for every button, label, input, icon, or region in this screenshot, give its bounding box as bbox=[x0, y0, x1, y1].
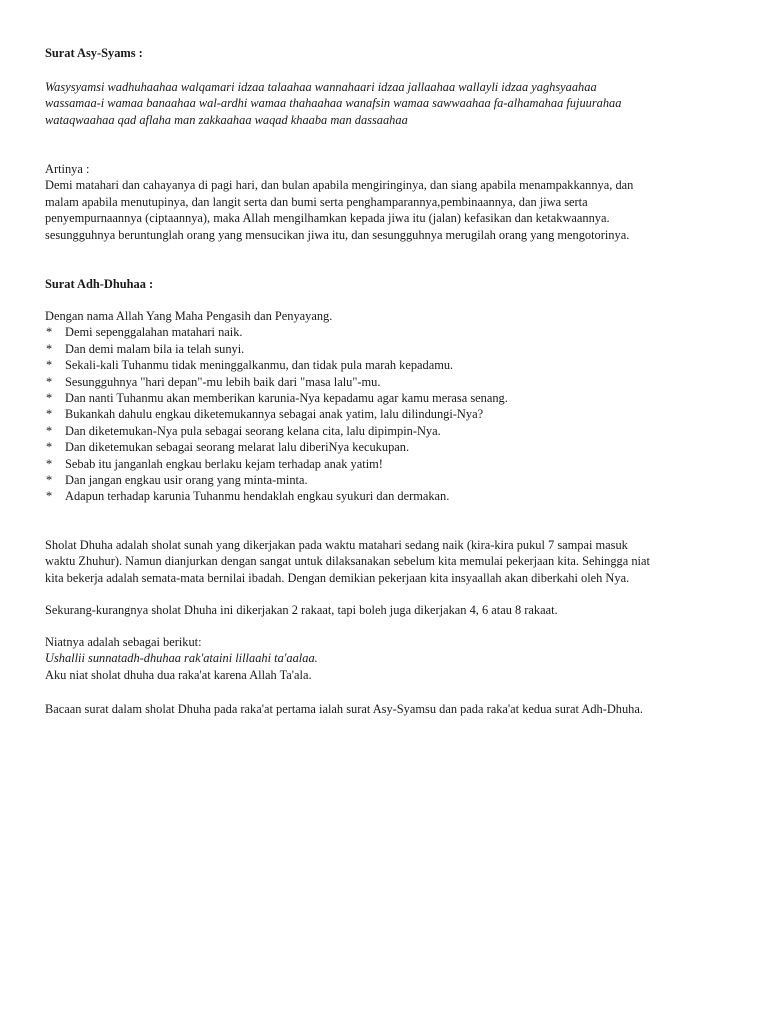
verse-text: Dan nanti Tuhanmu akan memberikan karunia-Nya kepadamu agar kamu merasa senang. bbox=[65, 391, 508, 406]
meaning-line: sesungguhnya beruntunglah orang yang mensucikan jiwa itu, dan sesungguhnya merugilah orang yang mengotorinya. bbox=[45, 227, 630, 242]
verse-text: Adapun terhadap karunia Tuhanmu hendaklah engkau syukuri dan dermakan. bbox=[65, 489, 450, 504]
description-line: kita bekerja adalah semata-mata bernilai ibadah. Dengan demikian pekerjaan kita insyaallah akan diberkahi oleh Nya. bbox=[45, 570, 630, 585]
asterisk-bullet: * bbox=[46, 423, 53, 438]
meaning-line: malam apabila menutupinya, dan langit serta dan bumi serta penghamparannya,pembinaannya, dan jiwa serta bbox=[45, 194, 588, 209]
niat-transliteration: Ushallii sunnatadh-dhuhaa rak'ataini lillaahi ta'aalaa. bbox=[45, 651, 318, 666]
asterisk-bullet: * bbox=[46, 391, 53, 406]
adh-dhuhaa-translation bbox=[45, 308, 735, 505]
asterisk-bullet: * bbox=[46, 341, 53, 356]
adh-dhuhaa-intro: Dengan nama Allah Yang Maha Pengasih dan Penyayang. bbox=[45, 309, 333, 323]
asterisk-bullet: * bbox=[46, 358, 53, 373]
sholat-dhuha-rakaat: Sekurang-kurangnya sholat Dhuha ini dikerjakan 2 rakaat, tapi boleh juga dikerjakan 4, 6 atau 8 rakaat. bbox=[45, 603, 558, 617]
adh-dhuhaa-heading: Surat Adh-Dhuhaa : bbox=[45, 277, 154, 291]
verse-text: Dan demi malam bila ia telah sunyi. bbox=[65, 341, 245, 356]
asterisk-bullet: * bbox=[46, 374, 53, 389]
asy-syams-transliteration bbox=[45, 79, 735, 128]
verse-text: Sesungguhnya "hari depan"-mu lebih baik dari "masa lalu"-mu. bbox=[65, 374, 381, 389]
asterisk-bullet: * bbox=[46, 456, 53, 471]
list-item bbox=[45, 423, 735, 439]
asterisk-bullet: * bbox=[46, 489, 53, 504]
verse-text: Dan diketemukan sebagai seorang melarat lalu diberiNya kecukupan. bbox=[65, 440, 410, 455]
list-item bbox=[45, 488, 735, 504]
niat-meaning: Aku niat sholat dhuha dua raka'at karena Allah Ta'ala. bbox=[45, 667, 312, 682]
list-item bbox=[45, 472, 735, 488]
sholat-dhuha-bacaan: Bacaan surat dalam sholat Dhuha pada raka'at pertama ialah surat Asy-Syamsu dan pada raka'at kedua surat Adh-Dhuha. bbox=[45, 702, 643, 716]
description-line: waktu Zhuhur). Namun dianjurkan dengan sangat untuk dilaksanakan sebelum kita memulai pekerjaan kita. Sehingga niat bbox=[45, 554, 650, 569]
niat-label: Niatnya adalah sebagai berikut: bbox=[45, 635, 202, 649]
description-line: Sholat Dhuha adalah sholat sunah yang dikerjakan pada waktu matahari sedang naik (kira-kira pukul 7 sampai masuk bbox=[45, 538, 628, 552]
list-item bbox=[45, 357, 735, 373]
asy-syams-heading: Surat Asy-Syams : bbox=[45, 46, 143, 60]
verse-text: Dan diketemukan-Nya pula sebagai seorang kelana cita, lalu dipimpin-Nya. bbox=[65, 423, 441, 438]
verse-text: Bukankah dahulu engkau diketemukannya sebagai anak yatim, lalu dilindungi-Nya? bbox=[65, 407, 484, 422]
list-item bbox=[45, 390, 735, 406]
verse-text: Sekali-kali Tuhanmu tidak meninggalkanmu, dan tidak pula marah kepadamu. bbox=[65, 358, 454, 373]
meaning-line: penyempurnaannya (ciptaannya), maka Allah mengilhamkan kepada jiwa itu (jalan) kefasikan dan ketakwaannya. bbox=[45, 211, 610, 226]
asy-syams-meaning bbox=[45, 161, 735, 243]
list-item bbox=[45, 406, 735, 422]
verse-text: Sebab itu janganlah engkau berlaku kejam terhadap anak yatim! bbox=[65, 456, 383, 471]
meaning-line: Demi matahari dan cahayanya di pagi hari, dan bulan apabila mengiringinya, dan siang apabila menampakkannya, dan bbox=[45, 178, 634, 193]
list-item bbox=[45, 374, 735, 390]
asterisk-bullet: * bbox=[46, 440, 53, 455]
asterisk-bullet: * bbox=[46, 325, 53, 340]
verse-text: Demi sepenggalahan matahari naik. bbox=[65, 325, 243, 340]
asterisk-bullet: * bbox=[46, 407, 53, 422]
transliteration-line: wataqwaahaa qad aflaha man zakkaahaa waqad khaaba man dassaahaa bbox=[45, 112, 408, 127]
list-item bbox=[45, 324, 735, 340]
list-item bbox=[45, 456, 735, 472]
sholat-dhuha-description bbox=[45, 537, 735, 586]
meaning-label: Artinya : bbox=[45, 162, 90, 176]
asterisk-bullet: * bbox=[46, 473, 53, 488]
verse-list bbox=[45, 324, 735, 504]
list-item bbox=[45, 341, 735, 357]
sholat-dhuha-niat bbox=[45, 634, 735, 683]
list-item bbox=[45, 439, 735, 455]
transliteration-line: Wasysyamsi wadhuhaahaa walqamari idzaa talaahaa wannahaari idzaa jallaahaa wallayli idzaa yaghsyaahaa bbox=[45, 80, 597, 94]
transliteration-line: wassamaa-i wamaa banaahaa wal-ardhi wamaa thahaahaa wanafsin wamaa sawwaahaa fa-alhamahaa fujuurahaa bbox=[45, 96, 622, 111]
verse-text: Dan jangan engkau usir orang yang minta-minta. bbox=[65, 473, 308, 488]
